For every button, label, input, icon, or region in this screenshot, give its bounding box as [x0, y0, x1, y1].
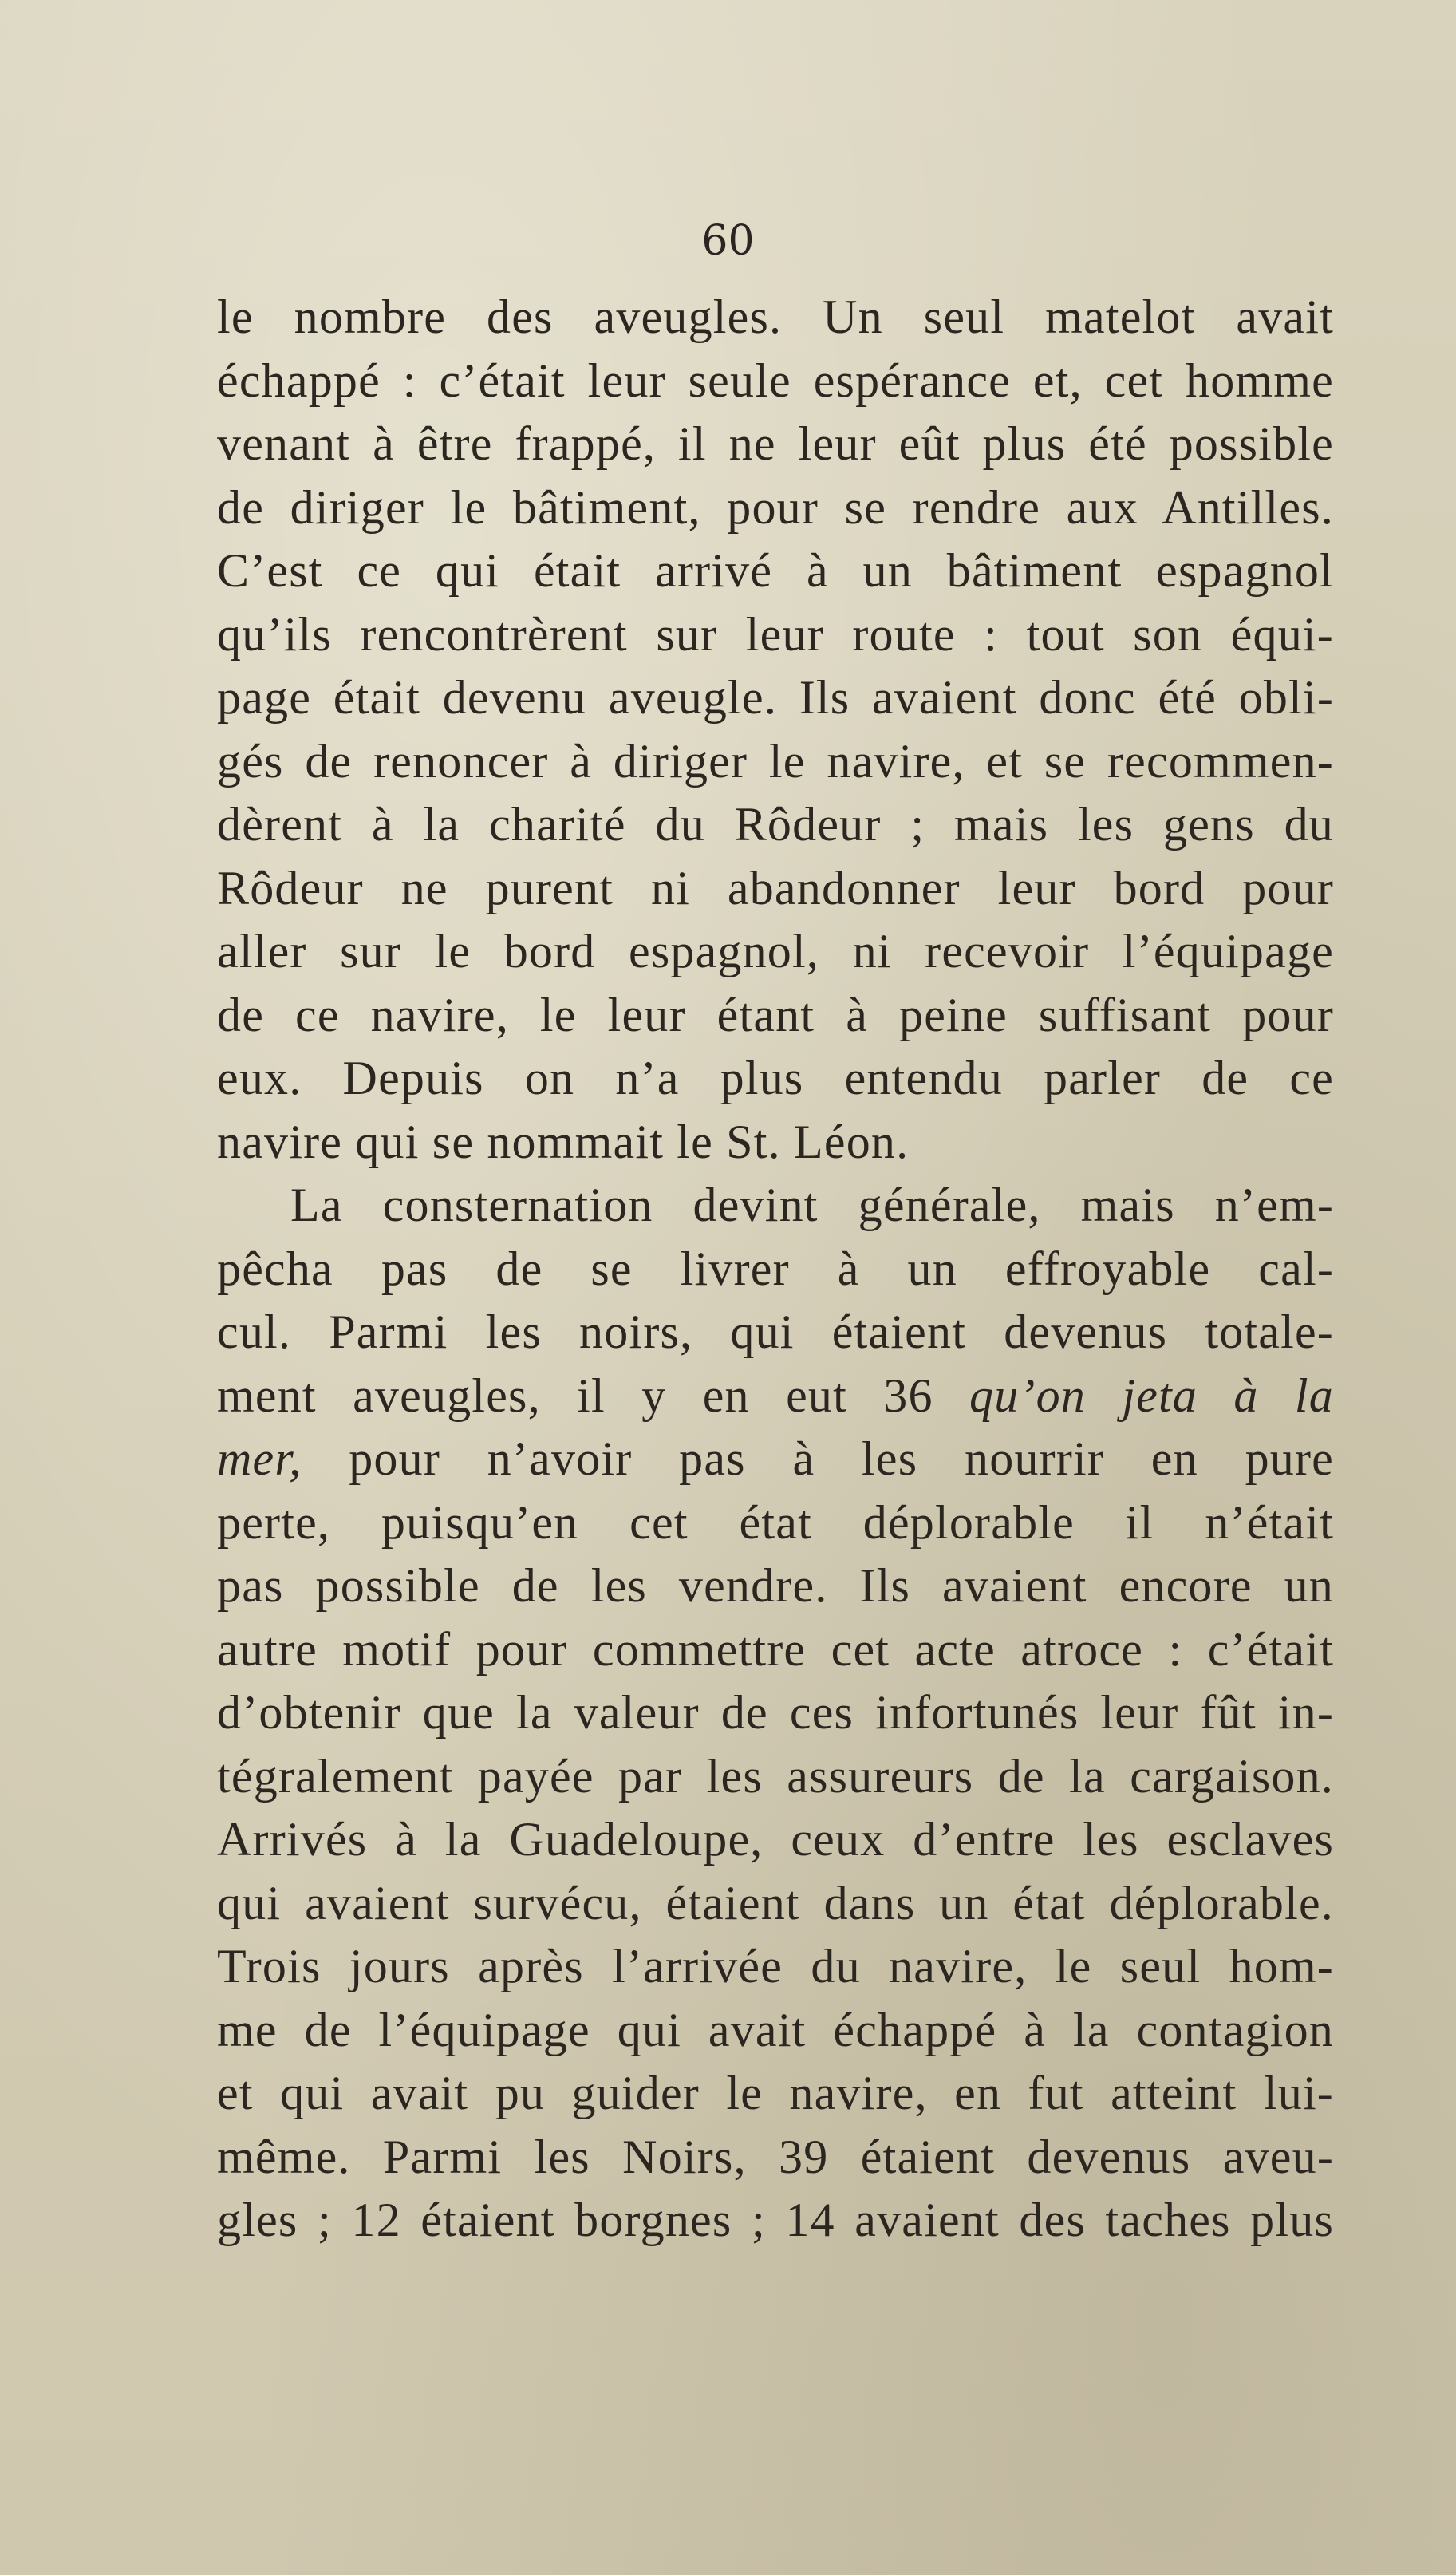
text-line: d’obtenir que la valeur de ces infortunés leur fût in- — [217, 1686, 1334, 1739]
text-line: dèrent à la charité du Rôdeur ; mais les gens du — [217, 798, 1334, 851]
text-line: eux. Depuis on n’a plus entendu parler de ce — [217, 1052, 1334, 1104]
text-line: pêcha pas de se livrer à un effroyable cal- — [217, 1242, 1334, 1295]
text-line: Trois jours après l’arrivée du navire, le seul hom- — [217, 1940, 1334, 1992]
text-line: gles ; 12 étaient borgnes ; 14 avaient des taches plus — [217, 2194, 1334, 2246]
text-line: C’est ce qui était arrivé à un bâtiment espagnol — [217, 544, 1334, 597]
page-number: 60 — [701, 217, 755, 265]
text-line: navire qui se nommait le St. Léon. — [217, 1115, 910, 1168]
italic-text: mer, — [217, 1432, 302, 1485]
text-line: tégralement payée par les assureurs de la cargaison. — [217, 1749, 1334, 1803]
text-line: même. Parmi les Noirs, 39 étaient devenus aveu- — [217, 2130, 1334, 2183]
italic-text: qu’on jeta à la — [969, 1368, 1335, 1422]
text-line: de diriger le bâtiment, pour se rendre aux Antilles. — [217, 480, 1334, 534]
text-line: et qui avait pu guider le navire, en fut atteint lui- — [217, 2067, 1334, 2119]
text-line: venant à être frappé, il ne leur eût plus été possible — [217, 417, 1334, 470]
text-line: aller sur le bord espagnol, ni recevoir l’équipage — [217, 925, 1334, 977]
text-line: La consternation devint générale, mais n’em- — [290, 1179, 1334, 1231]
text-line: me de l’équipage qui avait échappé à la contagion — [217, 2003, 1334, 2056]
text-line: autre motif pour commettre cet acte atroce : c’était — [217, 1622, 1334, 1676]
text-line: échappé : c’était leur seule espérance et, cet homme — [217, 353, 1334, 407]
text-line: perte, puisqu’en cet état déplorable il n’était — [217, 1495, 1334, 1549]
text-segment: pour n’avoir pas à les nourrir en pure — [302, 1432, 1334, 1485]
text-line: gés de renoncer à diriger le navire, et se recommen- — [217, 734, 1334, 788]
text-line: page était devenu aveugle. Ils avaient donc été obli- — [217, 671, 1334, 724]
text-line: Rôdeur ne purent ni abandonner leur bord pour — [217, 861, 1334, 914]
text-line — [217, 1365, 1334, 1428]
text-segment: ment aveugles, il y en eut 36 — [217, 1368, 970, 1422]
text-line: cul. Parmi les noirs, qui étaient devenus totale- — [217, 1305, 1334, 1358]
text-line: Arrivés à la Guadeloupe, ceux d’entre les esclaves — [217, 1813, 1334, 1866]
text-line: qui avaient survécu, étaient dans un état déplorable. — [217, 1876, 1334, 1929]
text-line — [217, 1428, 1334, 1491]
text-line: le nombre des aveugles. Un seul matelot avait — [217, 290, 1334, 343]
text-line: pas possible de les vendre. Ils avaient encore un — [217, 1559, 1334, 1612]
text-line: qu’ils rencontrèrent sur leur route : tout son équi- — [217, 607, 1334, 661]
body-text — [217, 286, 1334, 2253]
text-line: de ce navire, le leur étant à peine suffisant pour — [217, 988, 1334, 1041]
